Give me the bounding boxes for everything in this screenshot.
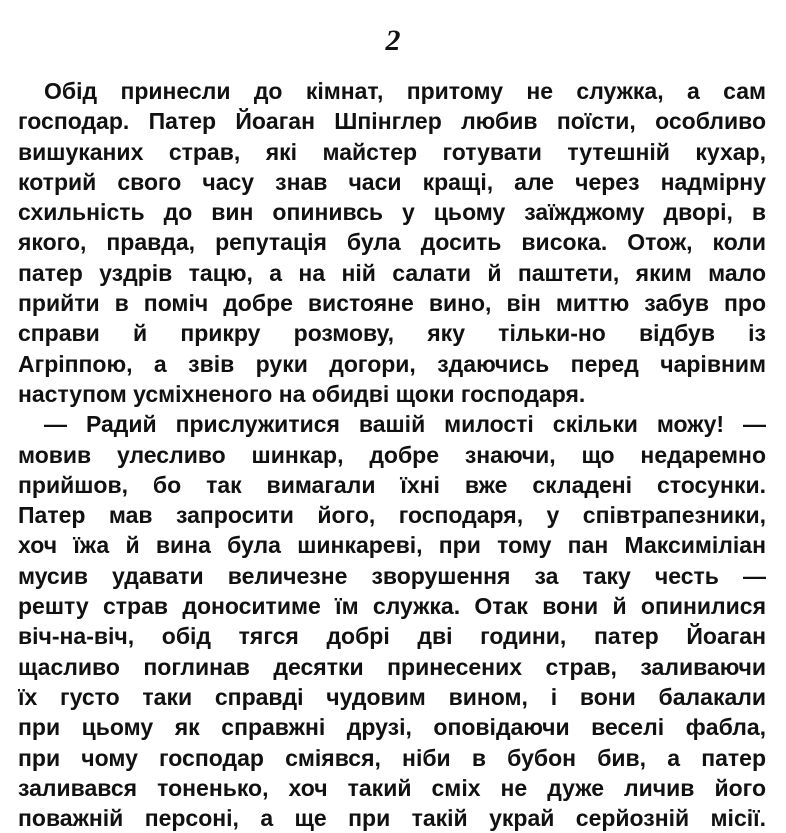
text-line: прийшов, бо так вимагали їхні вже складені стосунки.: [18, 471, 766, 498]
text-line: мовив улесливо шинкар, добре знаючи, що недаремно: [18, 441, 766, 468]
text-line: Патер мав запросити його, господаря, у співтрапезники,: [18, 502, 766, 529]
text-line: поважній персоні, а ще при такій украй серйозній місії.: [18, 805, 766, 832]
text-line: решту страв доноситиме їм служка. Отак вони й опинилися: [18, 593, 766, 620]
text-line: Обід принесли до кімнат, притому не служка, а сам: [44, 78, 766, 104]
text-line: мусив удавати величезне зворушення за таку честь —: [18, 562, 766, 589]
text-line: при цьому як справжні друзі, оповідаючи веселі фабла,: [18, 714, 766, 741]
text-line: прийти в поміч добре вистояне вино, він миттю забув про: [18, 290, 766, 317]
text-line: господар. Патер Йоаган Шпінглер любив поїсти, особливо: [18, 108, 766, 135]
text-line: котрий свого часу знав часи кращі, але через надмірну: [18, 168, 766, 195]
text-line: патер уздрів тацю, а на ній салати й паштети, яким мало: [18, 259, 766, 286]
text-line: заливався тоненько, хоч такий сміх не дуже личив його: [18, 774, 766, 801]
text-line: Агріппою, а звів руки догори, здаючись перед чарівним: [18, 350, 766, 377]
text-line: їх густо таки справді чудовим вином, і вони балакали: [18, 683, 766, 710]
text-line: щасливо поглинав десятки принесених страв, заливаючи: [18, 653, 766, 680]
text-line: хоч їжа й вина була шинкареві, при тому пан Максиміліан: [18, 532, 766, 559]
chapter-number: 2: [385, 24, 401, 57]
text-line: справи й прикру розмову, яку тільки-но відбув із: [18, 320, 766, 347]
text-line: при чому господар сміявся, ніби в бубон бив, а патер: [18, 744, 766, 771]
text-line: — Радий прислужитися вашій милості скільки можу! —: [44, 411, 766, 438]
chapter-text: [18, 76, 766, 833]
text-line: вишуканих страв, які майстер готувати тутешній кухар,: [18, 138, 766, 165]
text-line: наступом усміхненого на обидві щоки господаря.: [18, 380, 586, 407]
text-line: віч-на-віч, обід тягся добрі дві години, патер Йоаган: [18, 623, 766, 650]
text-line: якого, правда, репутація була досить висока. Отож, коли: [18, 229, 766, 256]
text-line: схильність до вин опинивсь у цьому заїжджому дворі, в: [18, 199, 766, 226]
